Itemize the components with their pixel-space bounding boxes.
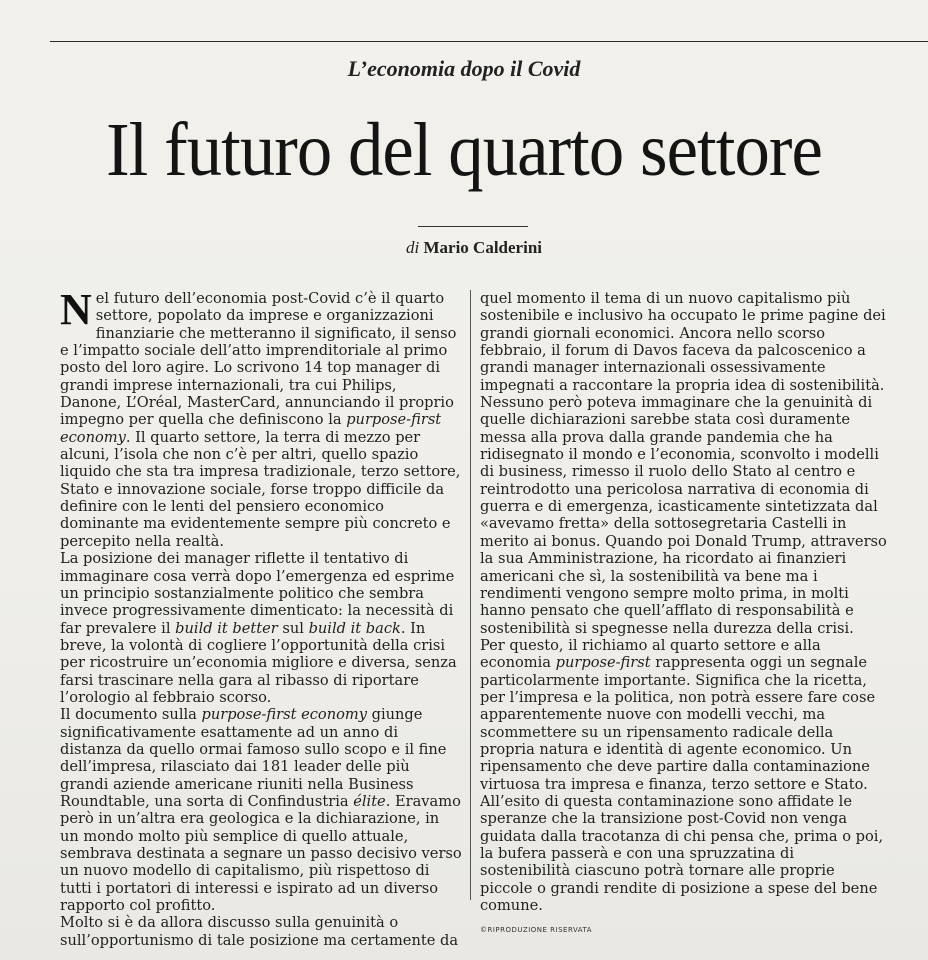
byline-prefix: di [406, 238, 420, 257]
headline-divider [418, 226, 528, 227]
top-rule [50, 41, 928, 42]
paragraph-4: Molto si è da allora discusso sulla genuinità o sull’opportunismo di tale posizione ma certamente da [60, 914, 459, 949]
paragraph-7: Per questo, il richiamo al quarto settore e alla economia purpose-first rappresenta oggi un segnale particolarmente importante. Significa che la ricetta, per l’impresa e la politica, non potrà essere fare cose apparentemente nuove con modelli vecchi, ma scommettere su un ripensamento radicale della propria natura e identità di agente economico. Un ripensamento che deve partire dalla contaminazione virtuosa tra impresa e finanza, terzo settore e Stato. [480, 636, 876, 793]
author-name: Mario Calderini [423, 238, 542, 257]
paragraph-1: Nel futuro dell’economia post-Covid c’è il quarto settore, popolato da imprese e organizzazioni finanziarie che metteranno il significato, il senso e l’impatto sociale dell’atto imprenditoriale al primo posto del loro agire. Lo scrivono 14 top manager di grandi imprese internazionali, tra cui Philips, Danone, L’Oréal, MasterCard, annunciando il proprio impegno per quella che definiscono la purpose-first economy. Il quarto settore, la terra di mezzo per alcuni, l’isola che non c’è per altri, quello spazio liquido che sta tra impresa tradizionale, terzo settore, Stato e innovazione sociale, forse troppo difficile da definire con le lenti del pensiero economico dominante ma evidentemente sempre più concreto e percepito nella realtà. [60, 285, 461, 550]
copyright-notice: ©RIPRODUZIONE RISERVATA [480, 926, 593, 935]
right-column [480, 290, 888, 940]
drop-cap: N [60, 285, 92, 334]
byline [0, 238, 928, 258]
headline: Il futuro del quarto settore [106, 108, 822, 192]
left-column [60, 285, 462, 949]
paragraph-6: Nessuno però poteva immaginare che la genuinità di quelle dichiarazioni sarebbe stata così duramente messa alla prova dalla grande pandemia che ha ridisegnato il mondo e l’economia, sconvolto i modelli di business, rimesso il ruolo dello Stato al centro e reintrodotto una pericolosa narrativa di economia di guerra e di emergenza, icasticamente sintetizzata dal «avevamo fretta» della sottosegretaria Castelli in merito ai bonus. Quando poi Donald Trump, attraverso la sua Amministrazione, ha ricordato ai finanzieri americani che sì, la sostenibilità va bene ma i rendimenti vengono sempre molto prima, in molti hanno pensato che quell’afflato di responsabilità e sostenibilità si spegnesse nella durezza della crisi. [480, 394, 887, 637]
paragraph-3: Il documento sulla purpose-first economy giunge significativamente esattamente ad un anno di distanza da quello ormai famoso sullo scopo e il fine dell’impresa, rilasciato dai 181 leader delle più grandi aziende americane riuniti nella Business Roundtable, una sorta di Confindustria élite. Eravamo però in un’altra era geologica e la dichiarazione, in un mondo molto più semplice di quello attuale, sembrava destinata a segnare un passo decisivo verso un nuovo modello di capitalismo, più rispettoso di tutti i portatori di interessi e ispirato ad un diverso rapporto col profitto. [60, 706, 462, 915]
paragraph-2: La posizione dei manager riflette il tentativo di immaginare cosa verrà dopo l’emergenza ed esprime un principio sostanzialmente politico che sembra invece progressivamente dimenticato: la necessità di far prevalere il build it better sul build it back. In breve, la volontà di cogliere l’opportunità della crisi per ricostruire un’economia migliore e diversa, senza farsi trascinare nella gara al ribasso di riportare l’orologio al febbraio scorso. [60, 550, 457, 706]
section-kicker: L’economia dopo il Covid [347, 56, 581, 81]
column-divider [470, 290, 471, 900]
paragraph-8: All’esito di questa contaminazione sono affidate le speranze che la transizione post-Covid non venga guidata dalla tracotanza di chi pensa che, prima o poi, la bufera passerà e con una spruzzatina di sostenibilità ciascuno potrà tornare alle proprie piccole o grandi rendite di posizione a spese del bene comune. [480, 792, 884, 915]
paragraph-5: quel momento il tema di un nuovo capitalismo più sostenibile e inclusivo ha occupato le prime pagine dei grandi giornali economici. Ancora nello scorso febbraio, il forum di Davos faceva da palcoscenico a grandi manager internazionali ossessivamente impegnati a raccontare la propria idea di sostenibilità. [480, 290, 886, 394]
